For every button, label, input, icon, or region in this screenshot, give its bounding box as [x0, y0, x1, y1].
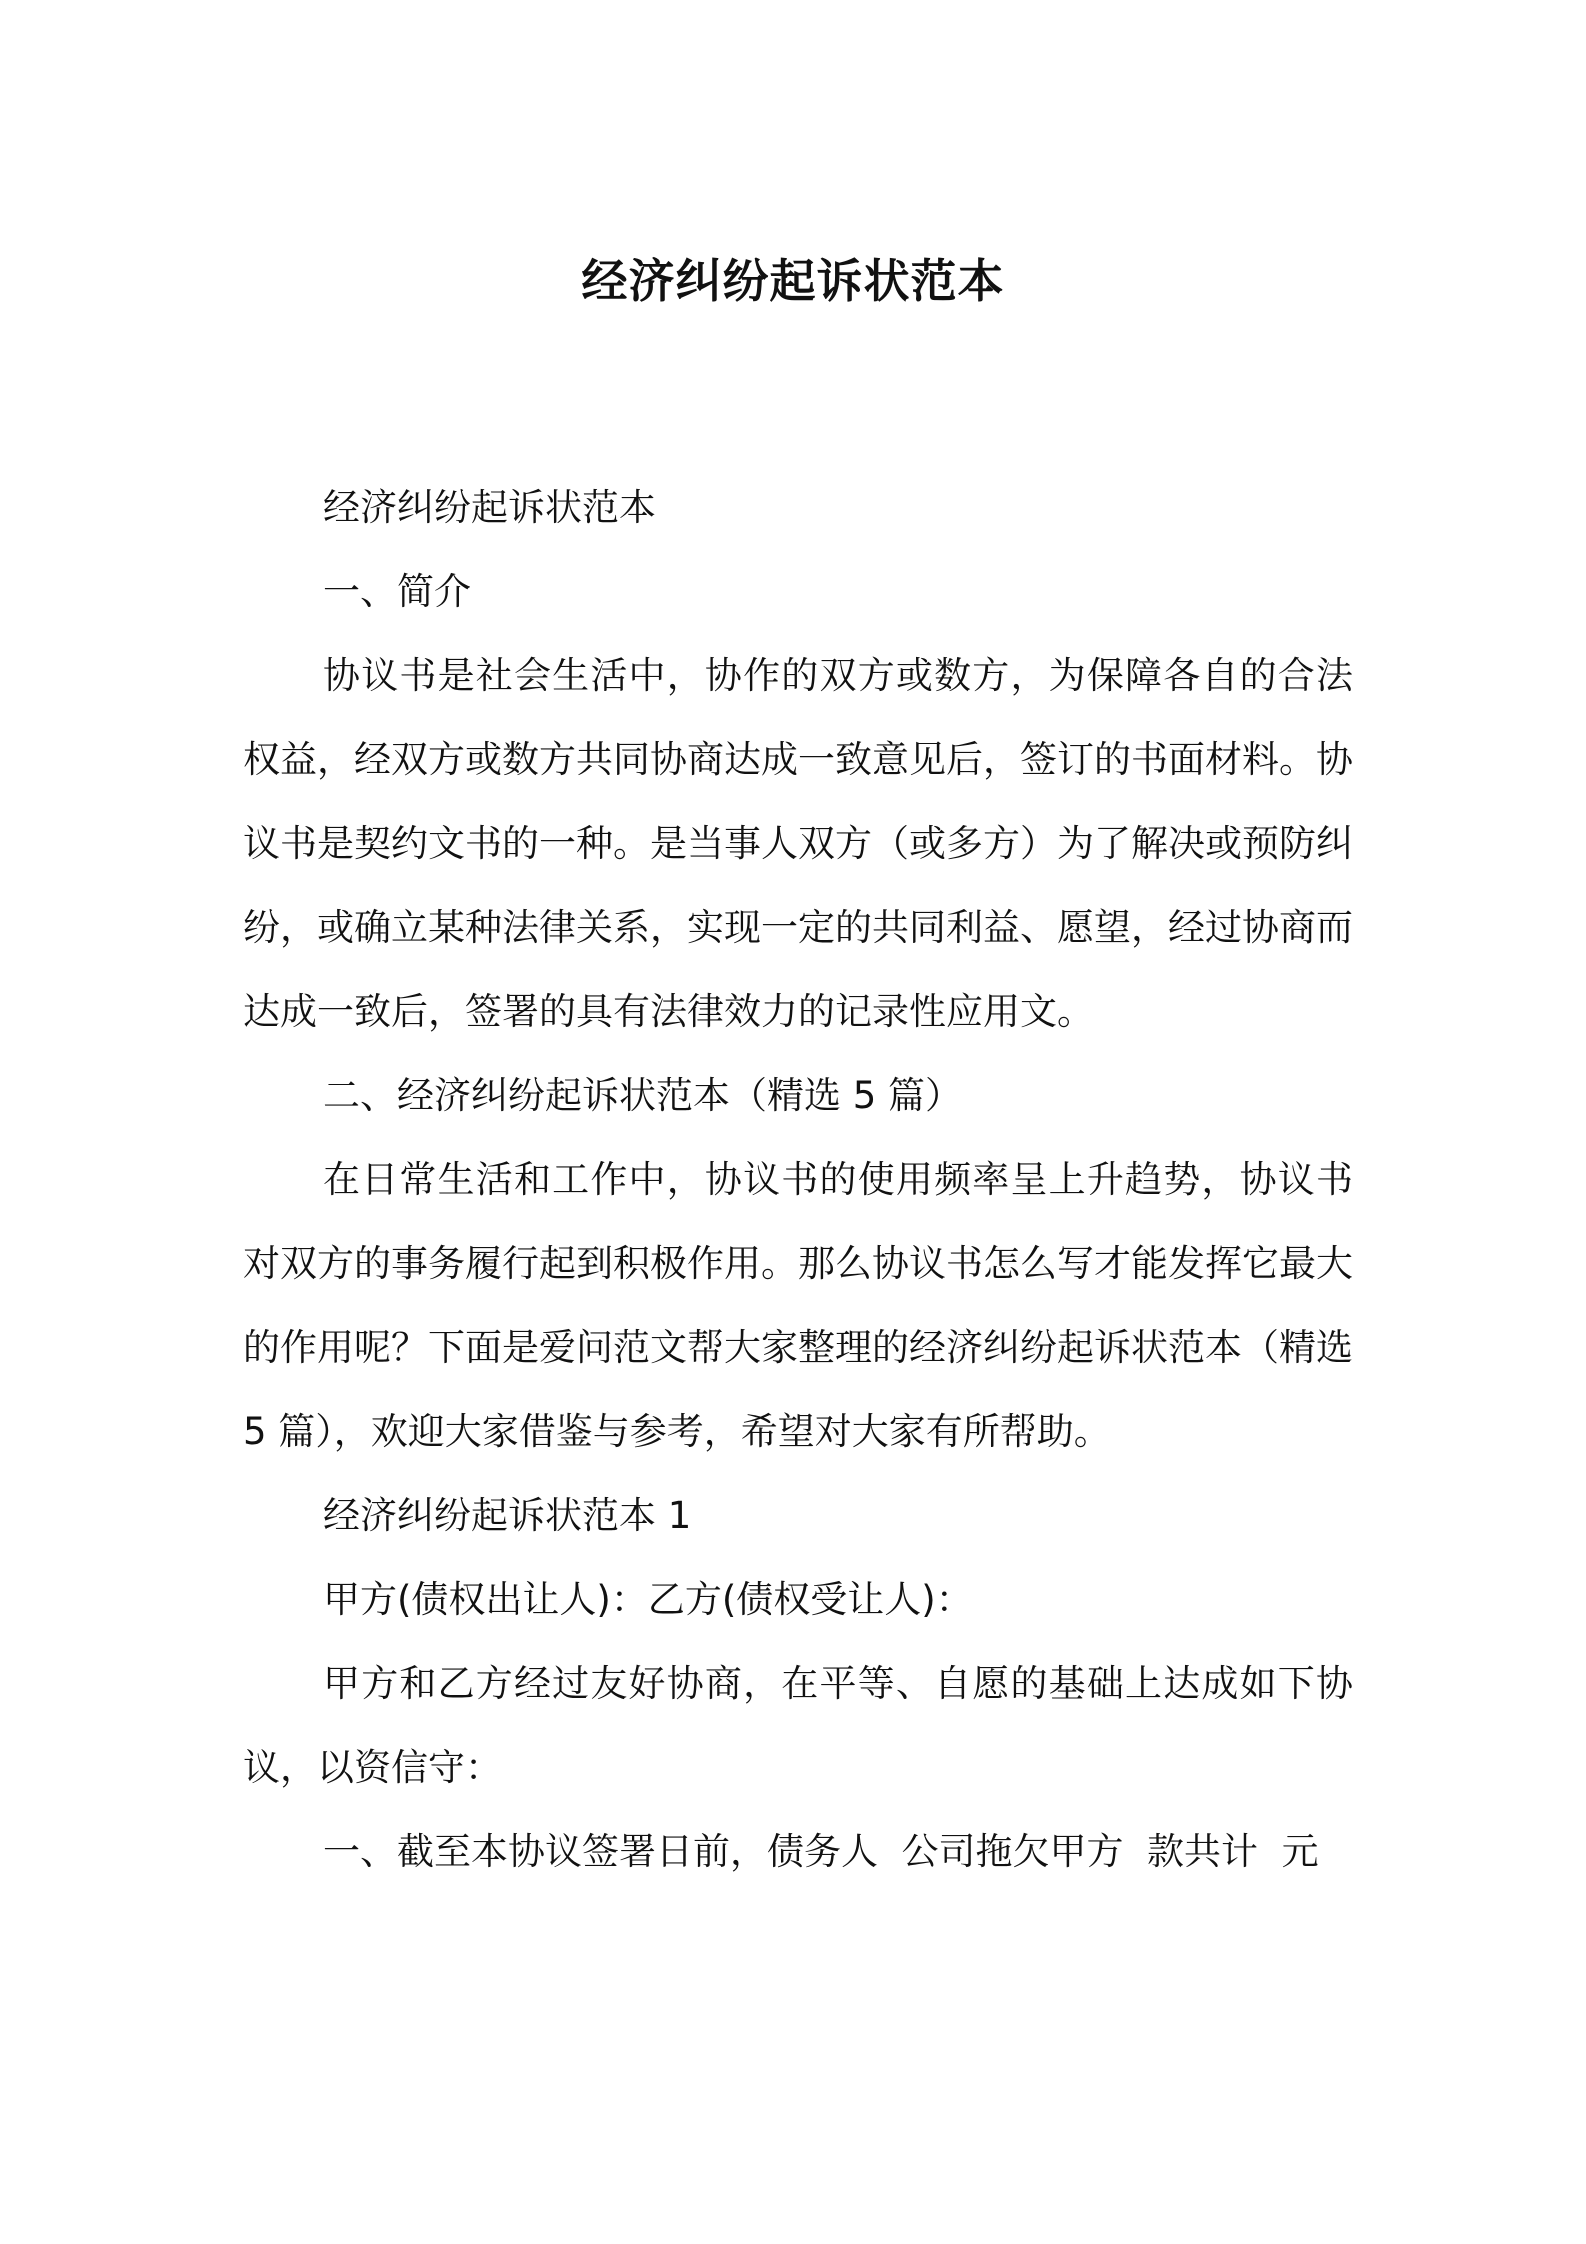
- document-title: 经济纠纷起诉状范本: [581, 254, 1005, 308]
- parties-line: 甲方(债权出让人)：乙方(债权受让人)：: [323, 1578, 973, 1621]
- section-heading-intro: 一、简介: [323, 570, 471, 613]
- document-body: [243, 466, 1353, 1894]
- section-heading-samples: 二、经济纠纷起诉状范本（精选 5 篇）: [323, 1074, 963, 1117]
- sample-heading-1: 经济纠纷起诉状范本 1: [323, 1494, 692, 1537]
- paragraph-samples-intro: 在日常生活和工作中，协议书的使用频率呈上升趋势，协议书对双方的事务履行起到积极作用。那么协议书怎么写才能发挥它最大的作用呢？下面是爱问范文帮大家整理的经济纠纷起诉状范本（精选 5 篇），欢迎大家借鉴与参考，希望对大家有所帮助。: [243, 1158, 1353, 1453]
- doc-subtitle: 经济纠纷起诉状范本: [323, 486, 656, 529]
- agreement-preamble: 甲方和乙方经过友好协商，在平等、自愿的基础上达成如下协议，以资信守：: [243, 1662, 1353, 1789]
- paragraph-intro: 协议书是社会生活中，协作的双方或数方，为保障各自的合法权益，经双方或数方共同协商达成一致意见后，签订的书面材料。协议书是契约文书的一种。是当事人双方（或多方）为了解决或预防纠纷，或确立某种法律关系，实现一定的共同利益、愿望，经过协商而达成一致后，签署的具有法律效力的记录性应用文。: [243, 654, 1353, 1033]
- clause-1: 一、截至本协议签署日前，债务人 公司拖欠甲方 款共计 元: [323, 1830, 1319, 1873]
